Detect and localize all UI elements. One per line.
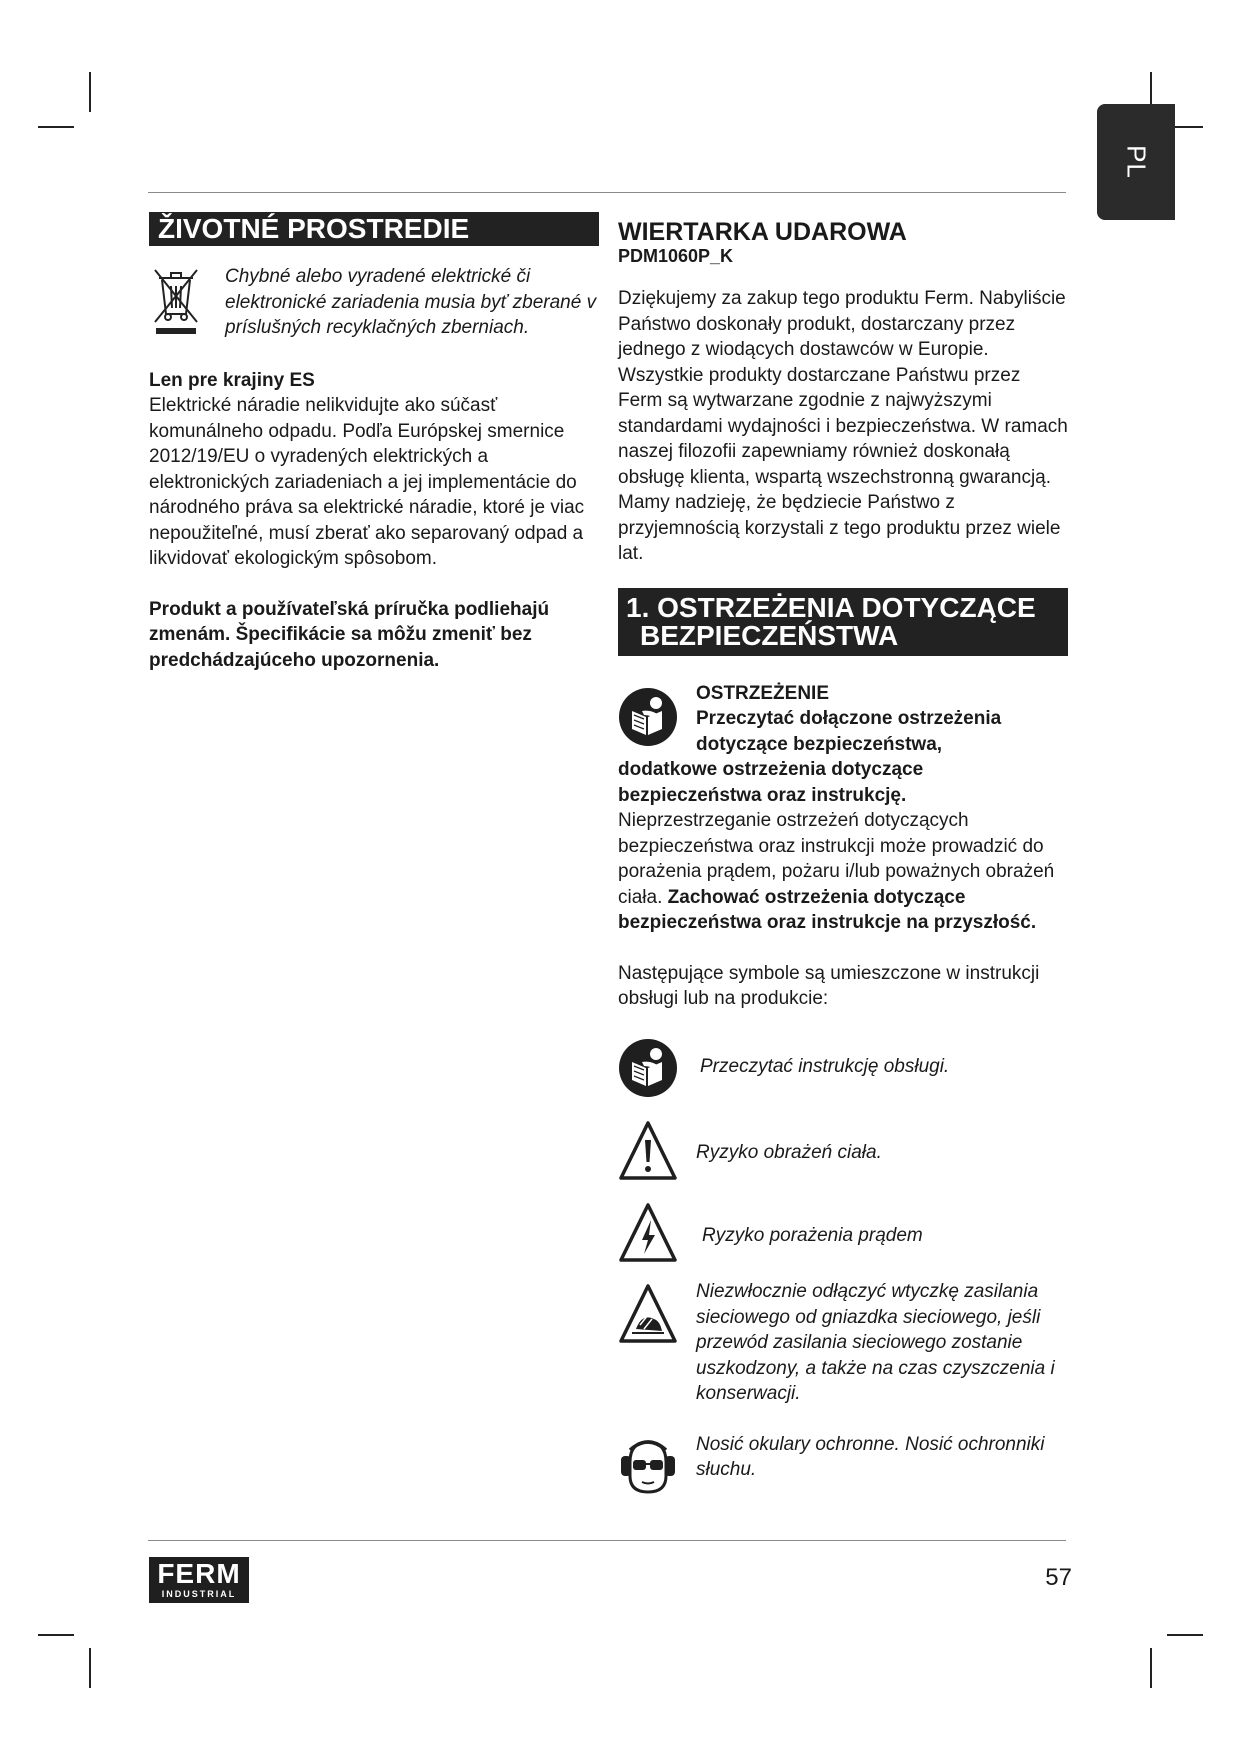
weee-bin-icon: [149, 264, 225, 344]
header-rule: [148, 192, 1066, 193]
footer-rule: [148, 1540, 1066, 1541]
symbols-intro: Następujące symbole są umieszczone w instrukcji obsługi lub na produkcie:: [618, 962, 1040, 1009]
crop-mark: [38, 126, 74, 128]
warning-body: Nieprzestrzeganie ostrzeżeń dotyczących bezpieczeństwa oraz instrukcji może prowadzić do porażenia prądem, pożaru i/lub poważnych obrażeń ciała.: [618, 810, 1055, 908]
eu-heading: Len pre krajiny ES: [149, 369, 315, 391]
language-tab-label: PL: [1121, 145, 1152, 179]
symbol-read-manual: [618, 1038, 1074, 1106]
weee-notice: [149, 264, 599, 344]
warning-keep: Zachować ostrzeżenia dotyczące bezpieczeństwa oraz instrukcje na przyszłość.: [618, 886, 1037, 933]
symbol-text: Ryzyko porażenia prądem: [702, 1224, 923, 1246]
warning-triangle-icon: [618, 1120, 696, 1190]
electric-shock-icon: [618, 1202, 702, 1272]
crop-mark: [89, 72, 91, 112]
right-column: [618, 212, 1074, 1503]
eu-text: Elektrické náradie nelikvidujte ako súčasť komunálneho odpadu. Podľa Európskej smernice 2012/19/EU o vyradených elektrických a elektronických zariadeniach a jej implementácie do národného práva sa elektrické náradie, ktoré je viac nepoužiteľné, musí zberať ako separovaný odpad a likvidovať ekologickým spôsobom.: [149, 395, 585, 569]
warning-continued: dodatkowe ostrzeżenia dotyczące bezpieczeństwa oraz instrukcję.: [618, 759, 924, 806]
logo-main: FERM: [157, 1558, 241, 1589]
symbol-text: Ryzyko obrażeń ciała.: [696, 1142, 882, 1163]
crop-mark: [1167, 1634, 1203, 1636]
symbol-electric-shock: [618, 1202, 1074, 1272]
section-title-line1: OSTRZEŻENIA DOTYCZĄCE: [657, 591, 1036, 623]
crop-mark: [89, 1648, 91, 1688]
read-manual-icon: [618, 1038, 700, 1106]
language-tab: [1097, 104, 1175, 220]
unplug-icon: [618, 1279, 696, 1353]
weee-text: Chybné alebo vyradené elektrické či elektronické zariadenia musia byť zberané v príslušných recyklačných zberniach.: [225, 266, 597, 338]
crop-mark: [38, 1634, 74, 1636]
read-manual-icon: [618, 681, 696, 755]
product-notice: Produkt a používateľská príručka podliehajú zmenám. Špecifikácie sa môžu zmeniť bez predchádzajúceho upozornenia.: [149, 598, 550, 671]
symbol-injury-risk: [618, 1120, 1074, 1190]
warning-label: OSTRZEŻENIE: [696, 682, 830, 704]
symbol-protection: [618, 1432, 1074, 1504]
warning-line-1: Przeczytać dołączone ostrzeżenia: [696, 708, 1002, 729]
eye-ear-protection-icon: [618, 1432, 696, 1504]
symbol-text: Nosić okulary ochronne. Nosić ochronniki słuchu.: [696, 1433, 1045, 1480]
crop-mark: [1150, 1648, 1152, 1688]
ferm-logo: [149, 1557, 249, 1603]
product-title: WIERTARKA UDAROWA: [618, 218, 907, 246]
intro-text: Dziękujemy za zakup tego produktu Ferm. Nabyliście Państwo doskonały produkt, dostarczany przez jednego z wiodących dostawców w Europie. Wszystkie produkty dostarczane Państwu przez Ferm są wytwarzane zgodnie z najwyższymi standardami wydajności i bezpieczeństwa. W ramach naszej filozofii zapewniamy również doskonałą obsługę klienta, wspartą wszechstronną gwarancją. Mamy nadzieję, że będziecie Państwo z przyjemnością korzystali z tego produktu przez wiele lat.: [618, 288, 1068, 564]
symbol-unplug: [618, 1279, 1074, 1407]
logo-sub: INDUSTRIAL: [161, 1589, 237, 1599]
left-column: [149, 212, 599, 673]
section-title-line2: BEZPIECZEŃSTWA: [640, 619, 899, 651]
product-model: PDM1060P_K: [618, 246, 734, 266]
safety-section-header: [618, 588, 1068, 656]
symbol-text: Przeczytać instrukcję obsługi.: [700, 1055, 950, 1077]
section-number: 1.: [626, 591, 650, 623]
warning-block: [618, 681, 1074, 758]
warning-line-2: dotyczące bezpieczeństwa,: [696, 733, 943, 755]
page-number: 57: [1045, 1564, 1072, 1591]
environment-header: ŽIVOTNÉ PROSTREDIE: [149, 212, 599, 246]
warning-heading: [696, 681, 1001, 758]
symbol-text: Niezwłocznie odłączyć wtyczkę zasilania sieciowego od gniazdka sieciowego, jeśli przewód zasilania sieciowego zostanie uszkodzony, a także na czas czyszczenia i konserwacji.: [696, 1281, 1055, 1404]
